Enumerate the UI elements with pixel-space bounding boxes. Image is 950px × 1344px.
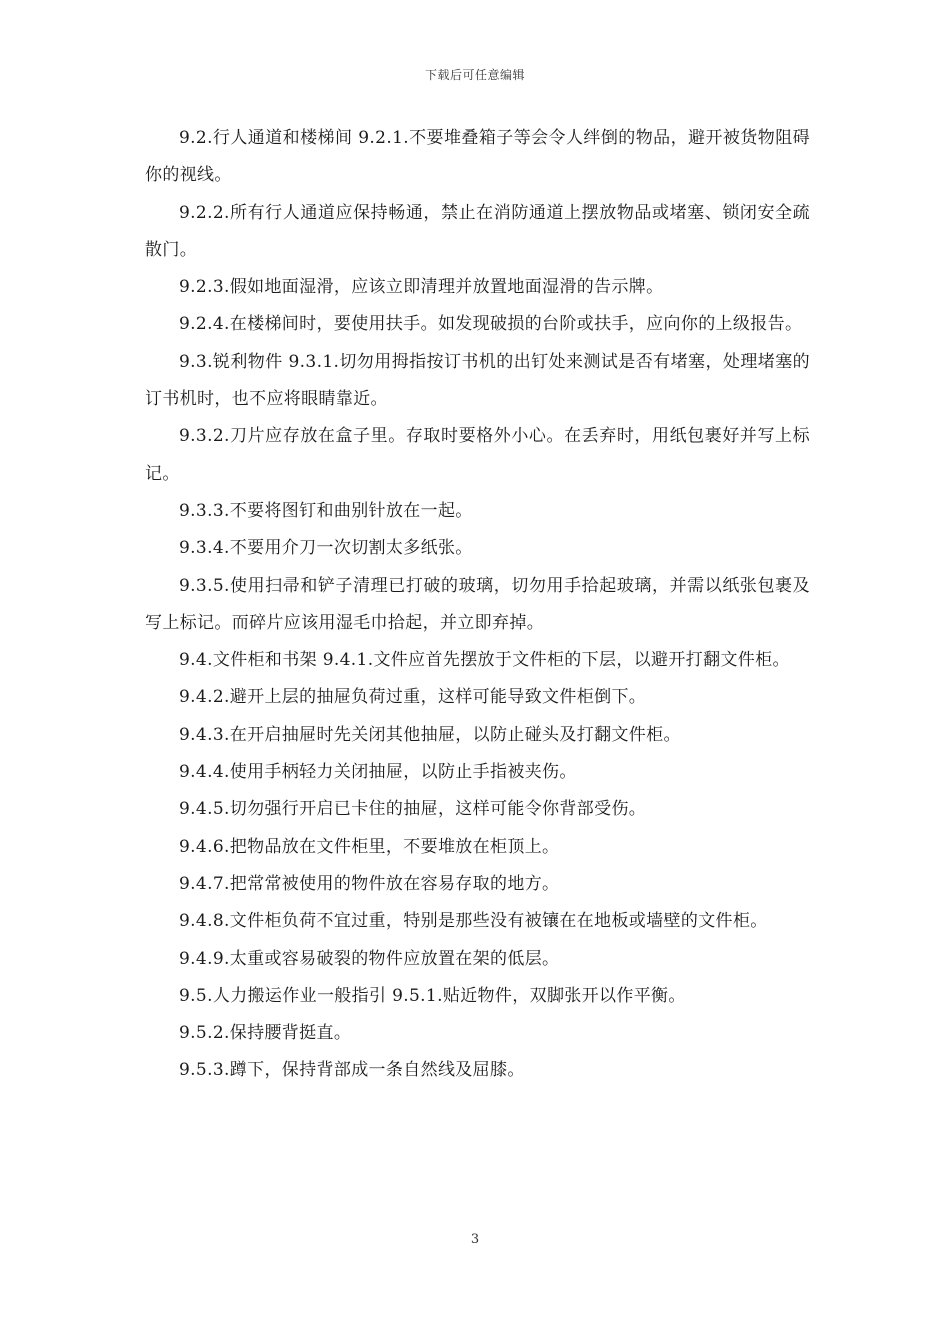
paragraph: 9.4.9.太重或容易破裂的物件应放置在架的低层。: [179, 948, 560, 969]
paragraph: 9.4.7.把常常被使用的物件放在容易存取的地方。: [179, 873, 560, 894]
paragraph: 9.3.5.使用扫帚和铲子清理已打破的玻璃，切勿用手拾起玻璃，并需以纸张包裹及写上标记。而碎片应该用湿毛巾拾起，并立即弃掉。: [145, 575, 810, 633]
paragraph: 9.3.2.刀片应存放在盒子里。存取时要格外小心。在丢弃时，用纸包裹好并写上标记。: [145, 426, 810, 484]
paragraph: 9.3.4.不要用介刀一次切割太多纸张。: [179, 538, 473, 559]
page-header: 下载后可任意编辑: [424, 68, 525, 82]
paragraph: 9.4.6.把物品放在文件柜里，不要堆放在柜顶上。: [179, 836, 560, 857]
paragraph: 9.4.4.使用手柄轻力关闭抽屉，以防止手指被夹伤。: [179, 762, 577, 783]
paragraph: 9.5.3.蹲下，保持背部成一条自然线及屈膝。: [179, 1060, 525, 1081]
paragraph: 9.2.3.假如地面湿滑，应该立即清理并放置地面湿滑的告示牌。: [179, 277, 664, 298]
paragraph: 9.5.2.保持腰背挺直。: [179, 1023, 352, 1044]
paragraph: 9.4.5.切勿强行开启已卡住的抽屉，这样可能令你背部受伤。: [179, 799, 647, 820]
page-number: 3: [470, 1232, 480, 1247]
paragraph: 9.4.3.在开启抽屉时先关闭其他抽屉，以防止碰头及打翻文件柜。: [179, 724, 681, 745]
paragraph: 9.4.2.避开上层的抽屉负荷过重，这样可能导致文件柜倒下。: [179, 687, 647, 708]
paragraph: 9.3.3.不要将图钉和曲别针放在一起。: [179, 500, 473, 521]
paragraph: 9.5.人力搬运作业一般指引 9.5.1.贴近物件，双脚张开以作平衡。: [179, 985, 686, 1006]
paragraph: 9.2.2.所有行人通道应保持畅通，禁止在消防通道上摆放物品或堵塞、锁闭安全疏散门。: [145, 202, 810, 260]
paragraph: 9.3.锐利物件 9.3.1.切勿用拇指按订书机的出钉处来测试是否有堵塞，处理堵塞的订书机时，也不应将眼睛靠近。: [145, 351, 810, 410]
paragraph: 9.4.8.文件柜负荷不宜过重，特别是那些没有被镶在在地板或墙壁的文件柜。: [179, 911, 768, 932]
document-body: [145, 120, 810, 1090]
paragraph: 9.2.行人通道和楼梯间 9.2.1.不要堆叠箱子等会令人绊倒的物品，避开被货物阻碍你的视线。: [145, 128, 810, 186]
paragraph: 9.4.文件柜和书架 9.4.1.文件应首先摆放于文件柜的下层，以避开打翻文件柜。: [179, 650, 790, 671]
paragraph: 9.2.4.在楼梯间时，要使用扶手。如发现破损的台阶或扶手，应向你的上级报告。: [179, 314, 803, 335]
